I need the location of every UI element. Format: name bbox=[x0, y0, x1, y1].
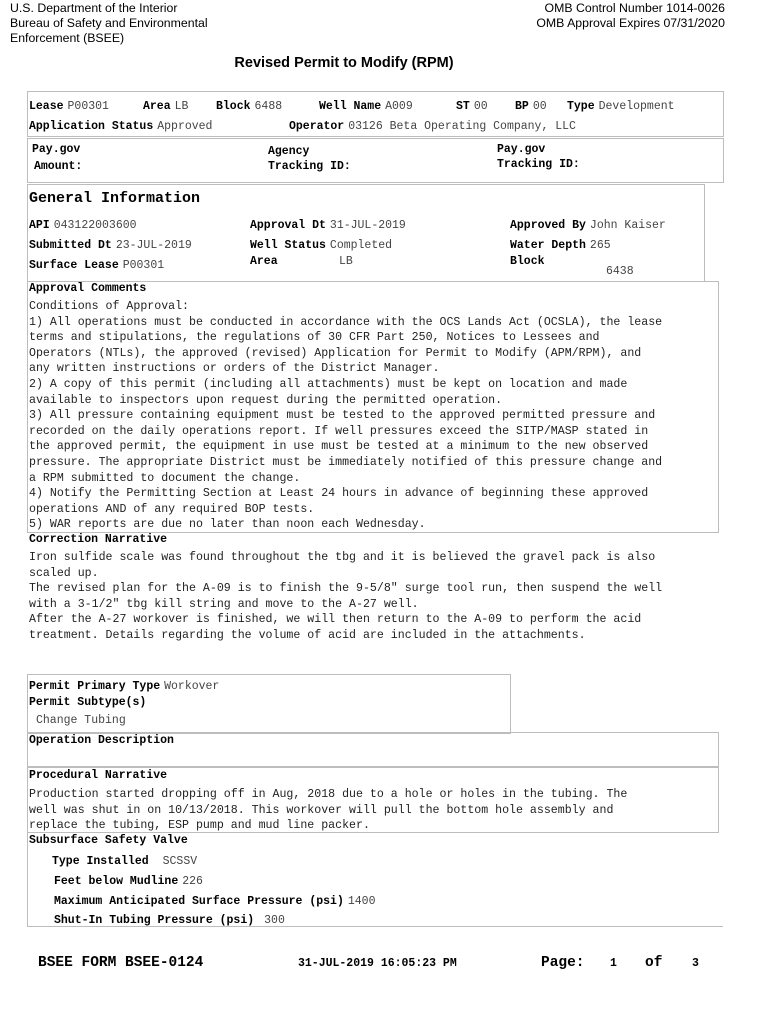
comment-line: pressure. The appropriate District must be immediately notified of this pressure change and bbox=[29, 455, 663, 469]
approved-by-label: Approved By bbox=[510, 219, 586, 232]
procedural-line: well was shut in on 10/13/2018. This workover will pull the bottom hole assembly and bbox=[29, 803, 614, 817]
comment-line: a RPM submitted to document the change. bbox=[29, 471, 301, 485]
narrative-line: After the A-27 workover is finished, we will then return to the A-09 to perform the acid bbox=[29, 613, 642, 627]
narrative-line: with a 3-1/2" tbg kill string and move to the A-27 well. bbox=[29, 597, 419, 611]
sssv-bottom-border bbox=[27, 926, 723, 927]
lease-value: P00301 bbox=[67, 100, 109, 113]
footer-page-number: 1 bbox=[610, 957, 617, 970]
correction-narrative-text bbox=[29, 550, 662, 644]
comment-line: Conditions of Approval: bbox=[29, 300, 190, 313]
general-block-value: 6438 bbox=[606, 265, 634, 278]
procedural-narrative-heading: Procedural Narrative bbox=[29, 769, 168, 782]
comment-line: the approved permit, the equipment in use must be tested at a minimum to the new observed bbox=[29, 440, 649, 454]
permit-subtype-label: Permit Subtype(s) bbox=[29, 696, 147, 709]
well-status-label: Well Status bbox=[250, 239, 326, 252]
agency-line-1: U.S. Department of the Interior bbox=[10, 1, 178, 15]
application-status-label: Application Status bbox=[29, 120, 154, 133]
water-depth-value: 265 bbox=[589, 239, 611, 252]
narrative-line: Iron sulfide scale was found throughout the tbg and it is believed the gravel pack is also bbox=[29, 551, 656, 564]
max-surface-pressure-label: Maximum Anticipated Surface Pressure (psi) bbox=[54, 895, 344, 908]
comment-line: 5) WAR reports are due no later than noon each Wednesday. bbox=[29, 518, 426, 532]
comment-line: Operators (NTLs), the approved (revised) Application for Permit to Modify (APM/RPM), and bbox=[29, 346, 642, 360]
agency-line-3: Enforcement (BSEE) bbox=[10, 31, 125, 45]
footer-page-label: Page: bbox=[541, 955, 585, 971]
omb-control-number: OMB Control Number 1014-0026 bbox=[544, 1, 725, 15]
comment-line: 4) Notify the Permitting Section at Least 24 hours in advance of beginning these approved bbox=[29, 487, 649, 501]
comment-line: 1) All operations must be conducted in accordance with the OCS Lands Act (OCSLA), the lease bbox=[29, 315, 663, 329]
type-installed-value: SCSSV bbox=[162, 855, 198, 868]
well-status-value: Completed bbox=[329, 239, 393, 252]
comment-line: available to inspectors upon request during the permitted operation. bbox=[29, 393, 503, 407]
api-value: 043122003600 bbox=[53, 219, 137, 232]
area-value: LB bbox=[174, 100, 189, 113]
paygov-amount-label-1: Pay.gov bbox=[32, 143, 81, 156]
approval-comments-text bbox=[29, 299, 662, 533]
footer-form-number: BSEE FORM BSEE-0124 bbox=[38, 955, 204, 971]
permit-primary-type-label: Permit Primary Type bbox=[29, 680, 161, 693]
submitted-date-label: Submitted Dt bbox=[29, 239, 112, 252]
well-name-value: A009 bbox=[385, 100, 413, 113]
area-label: Area bbox=[143, 100, 171, 113]
type-installed-label: Type Installed bbox=[52, 855, 149, 868]
bp-label: BP bbox=[515, 100, 529, 113]
feet-below-mudline-label: Feet below Mudline bbox=[54, 875, 179, 888]
feet-below-mudline-value: 226 bbox=[182, 875, 203, 888]
approval-date-value: 31-JUL-2019 bbox=[329, 219, 406, 232]
approval-date-label: Approval Dt bbox=[250, 219, 326, 232]
bp-value: 00 bbox=[532, 100, 547, 113]
sssv-left-border bbox=[27, 831, 28, 927]
general-block-label: Block bbox=[510, 255, 545, 268]
paygov-tracking-label-1: Pay.gov bbox=[497, 143, 546, 156]
narrative-line: treatment. Details regarding the volume of acid are included in the attachments. bbox=[29, 628, 586, 642]
st-value: 00 bbox=[473, 100, 488, 113]
block-value: 6488 bbox=[254, 100, 283, 113]
correction-narrative-heading: Correction Narrative bbox=[29, 533, 168, 546]
comment-line: any written instructions or orders of the District Manager. bbox=[29, 362, 440, 376]
agency-line-2: Bureau of Safety and Environmental bbox=[10, 16, 208, 30]
page-title: Revised Permit to Modify (RPM) bbox=[234, 55, 454, 71]
type-label: Type bbox=[567, 100, 595, 113]
sssv-heading: Subsurface Safety Valve bbox=[29, 834, 188, 847]
operator-value: 03126 Beta Operating Company, LLC bbox=[348, 120, 576, 133]
application-status-value: Approved bbox=[157, 120, 213, 133]
surface-lease-label: Surface Lease bbox=[29, 259, 119, 272]
footer-timestamp: 31-JUL-2019 16:05:23 PM bbox=[298, 957, 457, 970]
agency-tracking-label-1: Agency bbox=[268, 145, 310, 158]
narrative-line: The revised plan for the A-09 is to finish the 9-5/8" surge tool run, then suspend the well bbox=[29, 582, 663, 596]
surface-lease-value: P00301 bbox=[122, 259, 165, 272]
permit-primary-type-value: Workover bbox=[164, 680, 220, 693]
narrative-line: scaled up. bbox=[29, 566, 99, 580]
paygov-tracking-label-2: Tracking ID: bbox=[497, 158, 580, 171]
shut-in-pressure-value: 300 bbox=[264, 914, 285, 927]
api-label: API bbox=[29, 219, 50, 232]
agency-tracking-label-2: Tracking ID: bbox=[268, 160, 351, 173]
type-value: Development bbox=[598, 100, 675, 113]
paygov-amount-label-2: Amount: bbox=[34, 160, 83, 173]
approval-comments-heading: Approval Comments bbox=[29, 282, 147, 295]
footer-of-label: of bbox=[645, 955, 663, 971]
operation-description-heading: Operation Description bbox=[29, 734, 174, 747]
procedural-line: Production started dropping off in Aug, 2018 due to a hole or holes in the tubing. The bbox=[29, 788, 628, 801]
footer-page-total: 3 bbox=[692, 957, 699, 970]
omb-approval-expiry: OMB Approval Expires 07/31/2020 bbox=[536, 16, 725, 30]
approved-by-value: John Kaiser bbox=[589, 219, 666, 232]
comment-line: 2) A copy of this permit (including all attachments) must be kept on location and made bbox=[29, 377, 628, 391]
general-area-value: LB bbox=[339, 255, 353, 268]
procedural-line: replace the tubing, ESP pump and mud line packer. bbox=[29, 819, 370, 833]
block-label: Block bbox=[216, 100, 251, 113]
shut-in-pressure-label: Shut-In Tubing Pressure (psi) bbox=[54, 914, 255, 927]
comment-line: recorded on the daily operations report. If well pressures exceed the SITP/MASP stated in bbox=[29, 424, 649, 438]
water-depth-label: Water Depth bbox=[510, 239, 586, 252]
general-info-heading: General Information bbox=[29, 190, 201, 207]
general-area-label: Area bbox=[250, 255, 278, 268]
lease-label: Lease bbox=[29, 100, 64, 113]
payment-box bbox=[27, 138, 724, 183]
operator-label: Operator bbox=[289, 120, 345, 133]
comment-line: terms and stipulations, the regulations of 30 CFR Part 250, Notices to Lessees and bbox=[29, 331, 600, 345]
well-name-label: Well Name bbox=[319, 100, 382, 113]
permit-subtype-value: Change Tubing bbox=[36, 714, 126, 727]
st-label: ST bbox=[456, 100, 470, 113]
submitted-date-value: 23-JUL-2019 bbox=[115, 239, 192, 252]
comment-line: operations AND of any required BOP tests. bbox=[29, 502, 315, 516]
procedural-narrative-text bbox=[29, 787, 627, 834]
max-surface-pressure-value: 1400 bbox=[347, 895, 376, 908]
comment-line: 3) All pressure containing equipment must be tested to the approved permitted pressure and bbox=[29, 409, 656, 423]
